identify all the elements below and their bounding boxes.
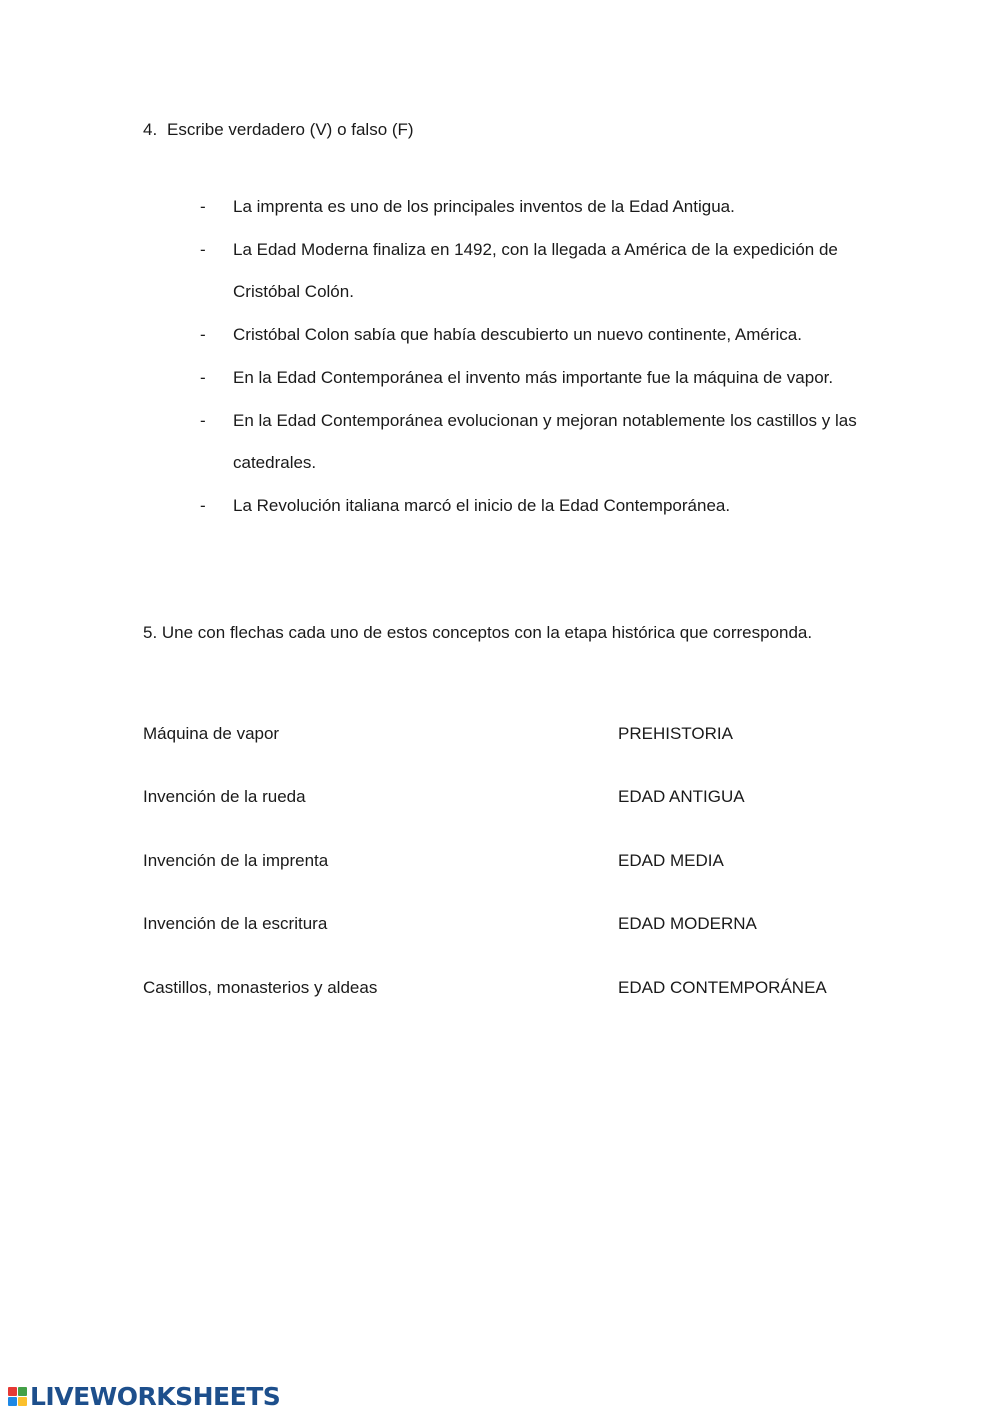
true-false-item xyxy=(200,357,880,400)
question-4-heading xyxy=(143,119,414,141)
true-false-item xyxy=(200,229,880,314)
statement-text: La Edad Moderna finaliza en 1492, con la llegada a América de la expedición de Cristóbal Colón. xyxy=(233,239,838,302)
question-4-title: Escribe verdadero (V) o falso (F) xyxy=(167,120,414,139)
list-dash: - xyxy=(200,325,206,345)
stage-item[interactable]: EDAD ANTIGUA xyxy=(618,787,745,806)
statement-text: Cristóbal Colon sabía que había descubierto un nuevo continente, América. xyxy=(233,325,802,345)
matching-row xyxy=(143,723,863,745)
true-false-item xyxy=(200,186,880,229)
stage-item[interactable]: EDAD MODERNA xyxy=(618,914,757,933)
liveworksheets-logo-icon xyxy=(8,1387,27,1406)
question-4-number: 4. xyxy=(143,120,158,139)
concept-item[interactable]: Invención de la escritura xyxy=(143,914,328,933)
list-dash: - xyxy=(200,410,206,430)
concept-item[interactable]: Invención de la rueda xyxy=(143,787,306,806)
logo-text: LIVEWORKSHEETS xyxy=(30,1381,281,1411)
true-false-item xyxy=(200,314,880,357)
concept-item[interactable]: Invención de la imprenta xyxy=(143,851,329,870)
liveworksheets-logo xyxy=(8,1381,280,1411)
statement-text: En la Edad Contemporánea evolucionan y mejoran notablemente los castillos y las catedrales. xyxy=(233,410,857,473)
logo-square-blue xyxy=(8,1397,17,1406)
matching-row xyxy=(143,977,863,999)
matching-row xyxy=(143,913,863,935)
statement-text: La Revolución italiana marcó el inicio de la Edad Contemporánea. xyxy=(233,495,731,515)
true-false-item xyxy=(200,485,880,528)
statement-text: En la Edad Contemporánea el invento más importante fue la máquina de vapor. xyxy=(233,367,834,387)
list-dash: - xyxy=(200,495,206,515)
logo-square-yellow xyxy=(18,1397,27,1406)
concept-item[interactable]: Castillos, monasterios y aldeas xyxy=(143,978,378,997)
list-dash: - xyxy=(200,239,206,259)
list-dash: - xyxy=(200,197,206,216)
true-false-list xyxy=(200,186,880,528)
question-5-heading: 5. Une con flechas cada uno de estos conceptos con la etapa histórica que corresponda. xyxy=(143,623,813,642)
statement-text: La imprenta es uno de los principales inventos de la Edad Antigua. xyxy=(233,197,735,216)
true-false-item xyxy=(200,400,880,485)
stage-item[interactable]: EDAD CONTEMPORÁNEA xyxy=(618,978,827,997)
concept-item[interactable]: Máquina de vapor xyxy=(143,724,280,743)
stage-item[interactable]: EDAD MEDIA xyxy=(618,851,724,870)
matching-row xyxy=(143,850,863,872)
stage-item[interactable]: PREHISTORIA xyxy=(618,724,733,743)
logo-square-red xyxy=(8,1387,17,1396)
logo-square-green xyxy=(18,1387,27,1396)
matching-row xyxy=(143,786,863,808)
list-dash: - xyxy=(200,367,206,387)
